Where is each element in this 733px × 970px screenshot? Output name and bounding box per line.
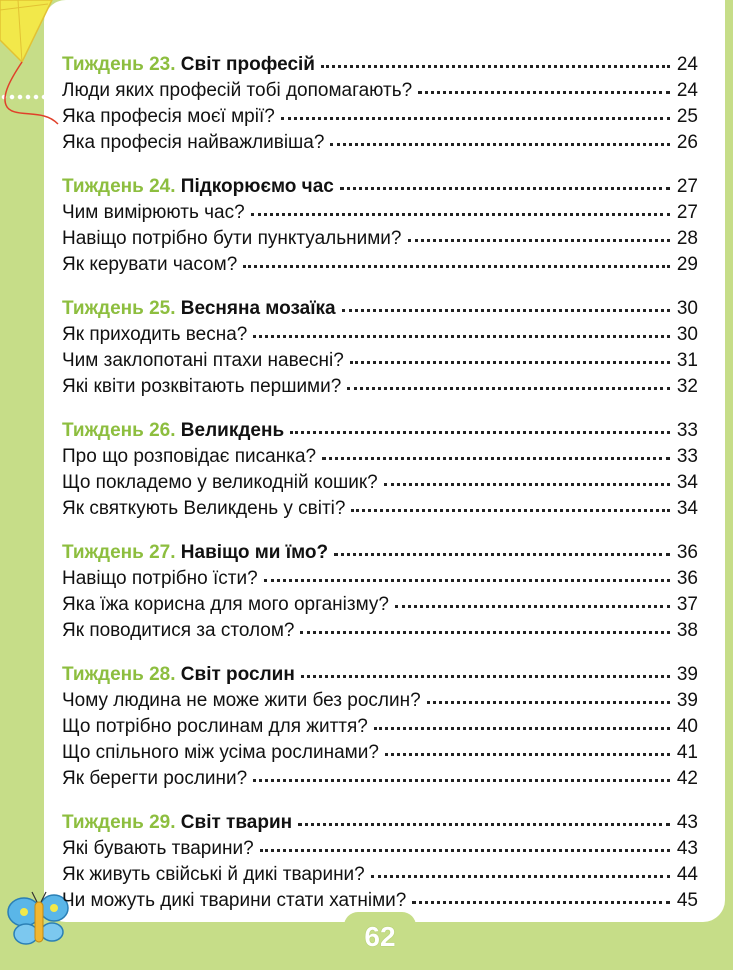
dot-leader <box>281 111 670 120</box>
toc-item-title: Чим заклопотані птахи навесні? <box>62 350 344 371</box>
page-ref: 24 <box>676 80 698 101</box>
toc-item-title: Про що розповідає писанка? <box>62 446 317 467</box>
toc-heading-label <box>62 662 295 688</box>
page-ref: 43 <box>676 812 698 833</box>
page-number: 62 <box>344 912 416 970</box>
dot-leader <box>340 181 670 190</box>
page-ref: 33 <box>676 420 698 441</box>
toc-item-row[interactable] <box>62 200 698 226</box>
toc-heading-label <box>62 810 292 836</box>
week-number: Тиждень 24. <box>62 176 176 197</box>
week-topic: Світ рослин <box>180 664 295 685</box>
week-topic: Великдень <box>180 420 285 441</box>
page-ref: 41 <box>676 742 698 763</box>
toc-section <box>62 810 698 914</box>
toc-item-row[interactable] <box>62 618 698 644</box>
dot-leader <box>412 895 670 904</box>
week-topic: Світ тварин <box>180 812 293 833</box>
toc-item-row[interactable] <box>62 78 698 104</box>
toc-item-title: Які квіти розквітають першими? <box>62 376 342 397</box>
toc-item-row[interactable] <box>62 592 698 618</box>
page-ref: 27 <box>676 176 698 197</box>
toc-heading-row[interactable] <box>62 296 698 322</box>
week-number: Тиждень 27. <box>62 542 176 563</box>
toc-item-row[interactable] <box>62 348 698 374</box>
toc-heading-label <box>62 540 328 566</box>
week-number: Тиждень 25. <box>62 298 176 319</box>
toc-item-title: Як святкують Великдень у світі? <box>62 498 346 519</box>
toc-item-title: Яка професія моєї мрії? <box>62 106 275 127</box>
toc-item-title: Як живуть свійські й дикі тварини? <box>62 864 365 885</box>
toc-item-row[interactable] <box>62 714 698 740</box>
toc-section <box>62 540 698 644</box>
right-green-border <box>725 0 733 970</box>
toc-item-title: Що покладемо у великодній кошик? <box>62 472 378 493</box>
table-of-contents <box>62 52 698 932</box>
dot-leader <box>300 625 670 634</box>
page-ref: 29 <box>676 254 698 275</box>
dot-leader <box>251 207 670 216</box>
week-number: Тиждень 28. <box>62 664 176 685</box>
toc-heading-row[interactable] <box>62 810 698 836</box>
toc-item-row[interactable] <box>62 766 698 792</box>
toc-item-title: Навіщо потрібно їсти? <box>62 568 258 589</box>
week-topic: Світ професій <box>180 54 315 75</box>
toc-item-row[interactable] <box>62 566 698 592</box>
toc-item-row[interactable] <box>62 688 698 714</box>
toc-item-title: Як керувати часом? <box>62 254 238 275</box>
dot-leader <box>334 547 670 556</box>
dot-leader <box>243 259 670 268</box>
toc-item-title: Що потрібно рослинам для життя? <box>62 716 368 737</box>
page-ref: 33 <box>676 446 698 467</box>
toc-item-title: Навіщо потрібно бути пунктуальними? <box>62 228 402 249</box>
toc-section <box>62 52 698 156</box>
page-ref: 28 <box>676 228 698 249</box>
page-ref: 43 <box>676 838 698 859</box>
dot-leader <box>418 85 670 94</box>
page-ref: 30 <box>676 324 698 345</box>
toc-heading-row[interactable] <box>62 662 698 688</box>
dot-leader <box>427 695 670 704</box>
toc-item-title: Що спільного між усіма рослинами? <box>62 742 379 763</box>
dot-leader <box>342 303 670 312</box>
page-ref: 34 <box>676 472 698 493</box>
toc-item-title: Чим вимірюють час? <box>62 202 245 223</box>
dot-leader <box>347 381 670 390</box>
dot-leader <box>408 233 671 242</box>
toc-item-row[interactable] <box>62 862 698 888</box>
toc-heading-row[interactable] <box>62 540 698 566</box>
dot-leader <box>290 425 670 434</box>
dot-leader <box>253 329 670 338</box>
left-green-border <box>0 0 44 970</box>
toc-item-row[interactable] <box>62 888 698 914</box>
toc-item-row[interactable] <box>62 322 698 348</box>
dot-leader <box>298 817 670 826</box>
page-ref: 39 <box>676 690 698 711</box>
toc-item-row[interactable] <box>62 470 698 496</box>
toc-item-row[interactable] <box>62 374 698 400</box>
dot-leader <box>350 355 670 364</box>
dot-leader <box>260 843 670 852</box>
week-number: Тиждень 23. <box>62 54 176 75</box>
dot-leader <box>351 503 670 512</box>
toc-heading-row[interactable] <box>62 174 698 200</box>
toc-item-title: Яка їжа корисна для мого організму? <box>62 594 389 615</box>
page-ref: 36 <box>676 568 698 589</box>
toc-item-row[interactable] <box>62 444 698 470</box>
page-ref: 24 <box>676 54 698 75</box>
dot-leader <box>330 137 670 146</box>
page-ref: 40 <box>676 716 698 737</box>
toc-heading-row[interactable] <box>62 52 698 78</box>
dot-leader <box>322 451 670 460</box>
toc-item-title: Люди яких професій тобі допомагають? <box>62 80 413 101</box>
week-topic: Весняна мозаїка <box>180 298 336 319</box>
toc-heading-label <box>62 174 334 200</box>
week-number: Тиждень 29. <box>62 812 176 833</box>
page-ref: 38 <box>676 620 698 641</box>
toc-heading-label <box>62 52 315 78</box>
toc-item-row[interactable] <box>62 496 698 522</box>
toc-item-title: Як берегти рослини? <box>62 768 248 789</box>
page-ref: 37 <box>676 594 698 615</box>
dot-leader <box>301 669 670 678</box>
toc-item-row[interactable] <box>62 252 698 278</box>
toc-item-title: Чи можуть дикі тварини стати хатніми? <box>62 890 407 911</box>
toc-item-title: Чому людина не може жити без рослин? <box>62 690 421 711</box>
page-ref: 42 <box>676 768 698 789</box>
dot-leader <box>264 573 670 582</box>
dot-leader <box>395 599 670 608</box>
page-ref: 32 <box>676 376 698 397</box>
toc-section <box>62 296 698 400</box>
dot-leader <box>374 721 670 730</box>
toc-item-title: Як поводитися за столом? <box>62 620 295 641</box>
dot-leader <box>371 869 670 878</box>
page-ref: 31 <box>676 350 698 371</box>
toc-section <box>62 418 698 522</box>
page-ref: 36 <box>676 542 698 563</box>
page-ref: 34 <box>676 498 698 519</box>
toc-heading-row[interactable] <box>62 418 698 444</box>
toc-item-row[interactable] <box>62 740 698 766</box>
page-ref: 45 <box>676 890 698 911</box>
kite-icon <box>0 0 70 130</box>
dot-leader <box>321 59 670 68</box>
page-ref: 44 <box>676 864 698 885</box>
page-ref: 27 <box>676 202 698 223</box>
page-ref: 25 <box>676 106 698 127</box>
week-number: Тиждень 26. <box>62 420 176 441</box>
toc-heading-label <box>62 296 336 322</box>
page-ref: 39 <box>676 664 698 685</box>
toc-item-row[interactable] <box>62 130 698 156</box>
toc-item-title: Яка професія найважливіша? <box>62 132 325 153</box>
toc-section <box>62 174 698 278</box>
week-topic: Навіщо ми їмо? <box>180 542 329 563</box>
week-topic: Підкорюємо час <box>180 176 334 197</box>
toc-item-title: Як приходить весна? <box>62 324 248 345</box>
dot-leader <box>385 747 670 756</box>
dot-leader <box>384 477 670 486</box>
toc-item-row[interactable] <box>62 836 698 862</box>
toc-item-row[interactable] <box>62 104 698 130</box>
toc-heading-label <box>62 418 284 444</box>
page-ref: 30 <box>676 298 698 319</box>
dot-leader <box>253 773 670 782</box>
toc-section <box>62 662 698 792</box>
toc-item-title: Які бувають тварини? <box>62 838 254 859</box>
toc-item-row[interactable] <box>62 226 698 252</box>
page-ref: 26 <box>676 132 698 153</box>
